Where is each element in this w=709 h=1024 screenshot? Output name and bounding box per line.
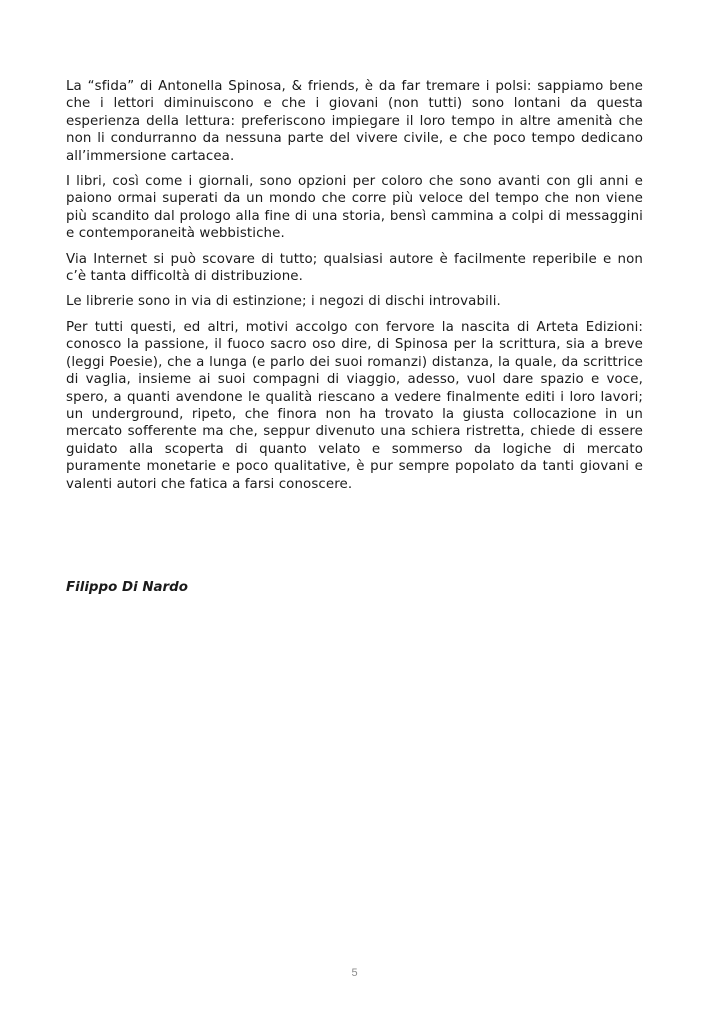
paragraph-5: Per tutti questi, ed altri, motivi accolgo con fervore la nascita di Arteta Edizioni: conosco la passione, il fuoco sacro oso dire, di Spinosa per la scrittura, sia a breve (leggi Poesie), che a lunga (e parlo dei suoi romanzi) distanza, la quale, da scrittrice di vaglia, insieme ai suoi compagni di viaggio, adesso, vuol dare spazio e voce, spero, a quanti avendone le qualità riescano a vedere finalmente editi i loro lavori; un underground, ripeto, che finora non ha trovato la giusta collocazione in un mercato sofferente ma che, seppur divenuto una schiera ristretta, chiede di essere guidato alla scoperta di quanto velato e sommerso da logiche di mercato puramente monetarie e poco qualitative, è pur sempre popolato da tanti giovani e valenti autori che fatica a farsi conoscere. — [66, 319, 643, 492]
page-number: 5 — [351, 967, 358, 979]
paragraph-3: Via Internet si può scovare di tutto; qualsiasi autore è facilmente reperibile e non c’è tanta difficoltà di distribuzione. — [66, 251, 643, 285]
paragraph-1: La “sfida” di Antonella Spinosa, & friends, è da far tremare i polsi: sappiamo bene che i lettori diminuiscono e che i giovani (non tutti) sono lontani da questa esperienza della lettura: preferiscono impiegare il loro tempo in altre amenità che non li condurranno da nessuna parte del vivere civile, e che poco tempo dedicano all’immersione cartacea. — [66, 79, 643, 164]
author-signature: Filippo Di Nardo — [66, 580, 188, 595]
document-body — [66, 78, 643, 501]
paragraph-2: I libri, così come i giornali, sono opzioni per coloro che sono avanti con gli anni e paiono ormai superati da un mondo che corre più veloce del tempo che non viene più scandito dal prologo alla fine di una storia, bensì cammina a colpi di messaggini e contemporaneità webbistiche. — [66, 174, 643, 242]
paragraph-4: Le librerie sono in via di estinzione; i negozi di dischi introvabili. — [66, 294, 501, 310]
